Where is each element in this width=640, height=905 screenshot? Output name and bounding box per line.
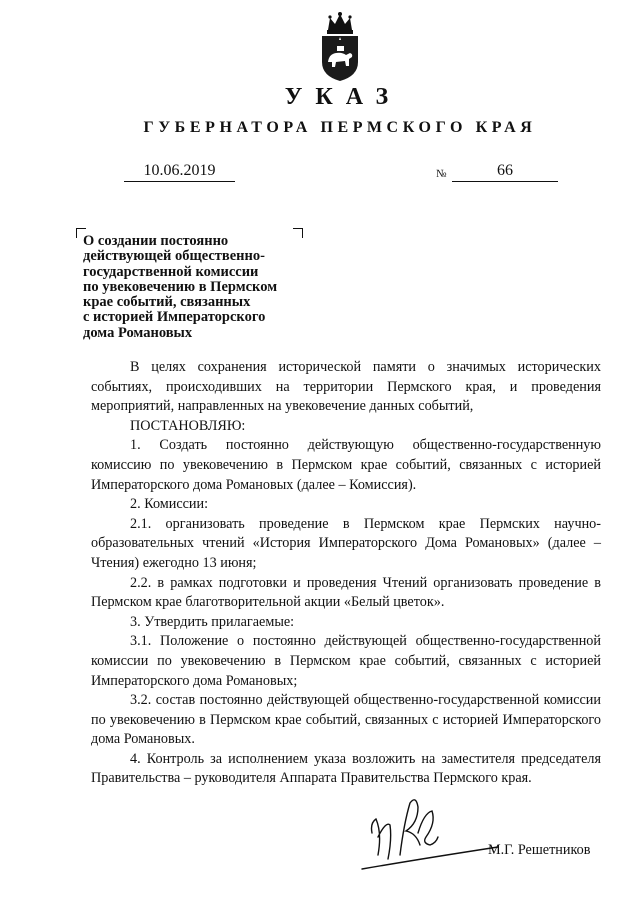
decree-date: 10.06.2019	[124, 161, 235, 182]
item-2-1-paragraph: 2.1. организовать проведение в Пермском крае Пермских научно-образовательных чтений «История Императорского Дома Романовых» (далее – Чтения) ежегодно 13 июня;	[91, 515, 601, 571]
number-label: №	[436, 168, 447, 180]
heading-line: действующей общественно-	[83, 248, 265, 265]
signer-name: М.Г. Решетников	[488, 842, 591, 858]
decree-body	[91, 358, 601, 789]
item-3-paragraph: 3. Утвердить прилагаемые:	[130, 613, 295, 630]
heading-line: крае событий, связанных	[83, 294, 251, 311]
handwritten-signature	[360, 793, 500, 873]
heading-line: О создании постоянно	[83, 233, 229, 249]
item-1-paragraph: 1. Создать постоянно действующую общественно-государственную комиссию по увековечению в Пермском крае событий, связанных с историей Императорского дома Романовых (далее – Комиссия).	[91, 437, 601, 493]
coat-of-arms-icon	[314, 10, 366, 82]
heading-line: государственной комиссии	[83, 263, 259, 280]
preamble-paragraph: В целях сохранения исторической памяти о значимых исторических событиях, происходивших на территории Пермского края, и проведения мероприятий, направленных на увековечение данных событий,	[91, 359, 601, 415]
item-3-1-paragraph: 3.1. Положение о постоянно действующей общественно-государственной комиссии по увековечению в Пермском крае событий, связанных с историей Императорского дома Романовых;	[91, 633, 601, 689]
heading-line: дома Романовых	[83, 324, 193, 341]
item-2-2-paragraph: 2.2. в рамках подготовки и проведения Чтений организовать проведение в Пермском крае благотворительной акции «Белый цветок».	[91, 574, 601, 611]
resolve-paragraph: ПОСТАНОВЛЯЮ:	[130, 417, 246, 434]
decree-heading	[83, 234, 298, 341]
heading-line: по увековечению в Пермском	[83, 278, 278, 295]
document-subtitle: ГУБЕРНАТОРА ПЕРМСКОГО КРАЯ	[143, 119, 537, 136]
document-title: УКАЗ	[284, 84, 402, 110]
decree-number: 66	[452, 161, 558, 182]
heading-line: с историей Императорского	[83, 309, 266, 326]
item-2-paragraph: 2. Комиссии:	[130, 496, 209, 513]
item-4-paragraph: 4. Контроль за исполнением указа возложить на заместителя председателя Правительства – руководителя Аппарата Правительства Пермского края.	[91, 750, 601, 787]
item-3-2-paragraph: 3.2. состав постоянно действующей общественно-государственной комиссии по увековечению в Пермском крае событий, связанных с историей Императорского дома Романовых.	[91, 692, 601, 748]
